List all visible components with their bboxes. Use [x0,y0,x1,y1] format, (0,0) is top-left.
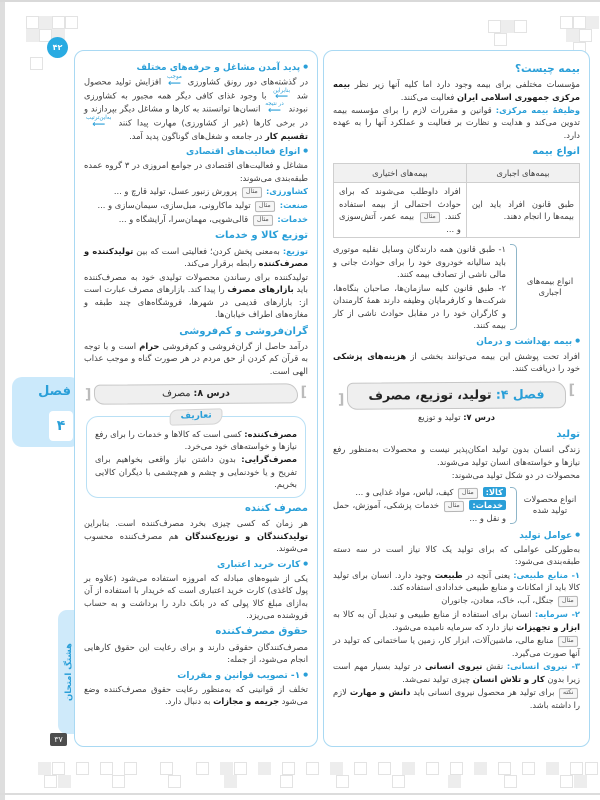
branch-label: انواع محصولات تولید شده [523,493,577,516]
chapter-banner-number: فصل ۴: [495,385,545,402]
flow-arrow: به‌این‌ترتیب ⟵ [86,114,112,130]
series-tab-label: هشتگ امتحان [64,643,74,701]
lesson8-number: درس ۸: [193,388,230,400]
branch-item: خدمات: مثال خدمات پزشکی، آموزش، حمل و نقل و ... [333,500,506,524]
paragraph-overselling: درآمد حاصل از گران‌فروشی و کم‌فروشی حرام است و با توجه به قرآن کم کردن از حق مردم در هر صورت گناه و موجب عذاب الهی است. [84,341,308,376]
paragraph-factor-human: ۳- نیروی انسانی: نقش نیروی انسانی در تولید بسیار مهم است زیرا بدون کار و تلاش انسان چیزی تولید نمی‌شد. [333,661,580,684]
paragraph-activities: مشاغل و فعالیت‌های اقتصادی در جوامع امروزی در ۳ گروه عمده طبقه‌بندی می‌شوند: [84,160,308,183]
paragraph-jobs-flow: در گذشته‌های دور رونق کشاورزی موجب ⟵ افزایش تولید محصول شد بنابراین ⟵ با وجود غذای کافی دیگر همه مجبور به کشاورزی نبودند در نتیجه ⟵ انسان‌ها توانستند به کارها و مشاغل دیگر بپردازند و در برخی کارها (غیر از کشاورزی) مهارت پیدا کنند به‌این‌ترتیب ⟵ تقسیم کار در جامعه و شغل‌های گوناگون پدید آمد. [84,74,309,141]
example-badge: مثال [241,187,261,198]
paragraph-consumer-rights: مصرف‌کنندگان حقوقی دارند و برای رعایت این حقوق کارهایی انجام می‌شود، از جمله: [84,641,308,665]
publisher-logo-badge: ۴۲ [47,37,68,58]
page-bottom-line [0,793,600,795]
chapter-banner-title: تولید، توزیع، مصرف [368,386,496,403]
chapter-tab [12,377,80,447]
paragraph-production-2: محصولات در دو شکل تولید می‌شوند: [451,470,580,481]
heading-production-factors: ● عوامل تولید [333,530,580,542]
heading-consumer-rights: حقوق مصرف‌کننده [215,626,308,638]
page-number: ۳۷ [50,733,67,746]
table-cell-mandatory: طبق قانون افراد باید این بیمه‌ها را انجام دهند. [466,183,579,238]
activity-item: صنعت: مثال تولید ماکارونی، مبل‌سازی، سیمان‌سازی و ... [97,199,308,210]
paragraph-insurance: مؤسسات مختلفی برای بیمه وجود دارد اما کلیه آنها زیر نظر بیمه مرکزی جمهوری اسلامی ایران فعالیت می‌کنند. [333,79,580,102]
paragraph-laws: تخلف از قوانینی که به‌منظور رعایت حقوق مصرف‌کننده وضع می‌شود جریمه و مجازات به دنبال دارد. [84,684,308,707]
products-branch [333,485,580,526]
heading-laws: ● ۱- تصویب قوانین و مقررات [84,670,308,682]
activity-item: کشاورزی: مثال پرورش زنبور عسل، تولید قارچ و ... [113,185,308,196]
heading-consumer: مصرف کننده [244,502,308,514]
paragraph-consumer: هر زمان که کسی چیزی بخرد مصرف‌کننده است. بنابراین تولیدکنندگان و توزیع‌کنندگان هم مصرف‌کننده محسوب می‌شوند. [84,518,309,554]
branch-item: ۲- طبق قانون کلیه سازمان‌ها، صاحبان بنگاه‌ها، شرکت‌ها و کارفرمایان وظیفه دارند همهٔ کارمندان و کارگران خود را در مقابل حوادث ناشی از کار بیمه کنند. [333,282,506,331]
example-badge: مثال [419,212,439,223]
right-column [323,50,590,747]
definition-item: مصرف‌کننده: کسی است که کالاها و خدمات را برای رفع نیازها و خواسته‌های خود می‌خرد. [95,428,297,452]
paragraph-distribution-1: توزیع: به‌معنی پخش کردن؛ فعالیتی است که بین تولیدکننده و مصرف‌کننده رابطه برقرار می‌کند. [84,245,309,269]
bracket-shape [510,487,517,524]
chapter-tab-number: ۴ [49,411,73,441]
heading-distribution: توزیع کالا و خدمات [214,230,308,242]
example-line: مثال جنگل، آب، خاک، معادن، جانوران [333,594,580,607]
table-header-optional: بیمه‌های اختیاری [334,163,467,182]
paragraph-production-1: زندگی انسان بدون تولید امکان‌پذیر نیست و محصولات به‌منظور رفع نیازها و خواسته‌های انسان تولید می‌شوند. [333,444,580,467]
chapter-tab-label: فصل [38,384,71,399]
lesson7-line: درس ۷: تولید و توزیع [417,412,495,423]
heading-credit-card: ● کارت خرید اعتباری [84,559,308,571]
definitions-box [86,410,306,498]
heading-health-insurance: ● بیمه بهداشت و درمان [333,336,580,348]
paragraph-credit-card: یکی از شیوه‌های مبادله که امروزه استفاده می‌شود (علاوه بر پول کاغذی) کارت خرید اعتباری است که خریدار با استفاده از آن به‌ازای مبلغ کالا پولی که در بانک دارد را برداشت و به حساب فروشنده می‌ریزد. [84,572,308,621]
example-line: مثال منابع مالی، ماشین‌آلات، ابزار کار، زمین یا ساختمانی که تولید در آنها صورت می‌گیرد. [333,635,580,658]
paragraph-factors: به‌طورکلی عواملی که برای تولید یک کالا نیاز است در سه دسته طبقه‌بندی می‌شود: [333,543,580,567]
lesson8-title: مصرف [162,388,194,400]
page-top-line [0,0,600,2]
branch-label: انواع بیمه‌های اجباری [526,276,574,298]
definition-item: مصرف‌گرایی: بدون داشتن نیاز واقعی بخواهیم برای تفریح و یا خودنمایی و چشم و هم‌چشمی با دیگران کالایی بخریم. [95,454,297,490]
note-line: نکته برای تولید هر محصول نیروی انسانی باید دانش و مهارت لازم را داشته باشد. [333,687,580,711]
left-arrow-icon: ⟵ [275,92,289,103]
activity-item: خدمات: مثال قالی‌شویی، مهمان‌سرا، آرایشگاه و ... [118,213,308,224]
flow-arrow: در نتیجه ⟵ [265,101,284,116]
left-arrow-icon: ⟵ [168,78,181,89]
flow-arrow: موجب ⟵ [167,74,182,89]
example-badge: مثال [558,636,578,647]
lesson8-banner [94,384,298,406]
table-header-mandatory: بیمه‌های اجباری [466,163,579,182]
example-badge: مثال [558,596,578,607]
note-badge: نکته [559,688,578,699]
left-arrow-icon: ⟵ [92,119,106,130]
heading-overselling: گران‌فروشی و کم‌فروشی [179,325,308,337]
chapter-banner [347,381,566,409]
heading-insurance-types: انواع بیمه [532,146,580,158]
heading-economic-activities: ● انواع فعالیت‌های اقتصادی [84,146,308,158]
paragraph-central-insurance-duty: وظیفهٔ بیمه مرکزی: قوانین و مقررات لازم را برای مؤسسه بیمه تدوین می‌کند و هدایت و نظارت بر فعالیت و عملکرد آنها را به عهده دارد. [333,105,580,140]
paragraph-factor-capital: ۲- سرمایه: انسان برای استفاده از منابع طبیعی و تبدیل آن به کالا به ابزار و تجهیزات نیاز دارد که سرمایه نامیده می‌شود. [333,609,580,632]
definitions-badge: تعاریف [169,408,223,425]
example-badge: مثال [458,487,478,498]
heading-insurance: بیمه چیست؟ [514,63,580,75]
example-badge: مثال [253,214,273,225]
paragraph-distribution-2: تولیدکننده برای رساندن محصولات تولیدی خود به مصرف‌کننده باید بازارهای مصرف را پیدا کند. بازارهای مصرف عبارت است از: بازارهای قدیمی در شهرها، فروشگاه‌های چند طبقه و مغازه‌های اطراف خیابان‌ها. [84,271,308,320]
example-badge: مثال [444,501,464,512]
insurance-types-table [333,163,580,239]
heading-production: تولید [556,428,580,440]
page-edge-strip [0,0,5,800]
branch-item: کالا: مثال کیف، لباس، مواد غذایی و ... [333,486,506,499]
flow-arrow: بنابراین ⟵ [273,87,291,103]
bracket-shape [510,244,517,330]
left-arrow-icon: ⟵ [268,105,281,116]
paragraph-factor-natural: ۱- منابع طبیعی: یعنی آنچه در طبیعت وجود دارد. انسان برای تولید کالا باید از امکانات و منابع طبیعی خدادادی استفاده کند. [333,569,580,593]
branch-item: ۱- طبق قانون همه دارندگان وسایل نقلیه موتوری باید سالیانه خودروی خود را برای حوادث جانی و مالی ناشی از تصادف بیمه کنند. [333,244,506,280]
mandatory-insurance-branch [333,242,580,332]
left-column [74,50,318,747]
heading-jobs: ● پدید آمدن مشاغل و حرفه‌های مختلف [84,62,308,74]
paragraph-health-insurance: افراد تحت پوشش این بیمه می‌توانند بخشی از هزینه‌های پزشکی خود را دریافت کنند. [333,350,580,374]
table-cell-optional: افراد داوطلب می‌شوند که برای حوادث احتمالی از بیمه استفاده کنند. مثال بیمه عمر، آتش‌سوزی و ... [334,183,467,238]
example-badge: مثال [255,201,275,212]
